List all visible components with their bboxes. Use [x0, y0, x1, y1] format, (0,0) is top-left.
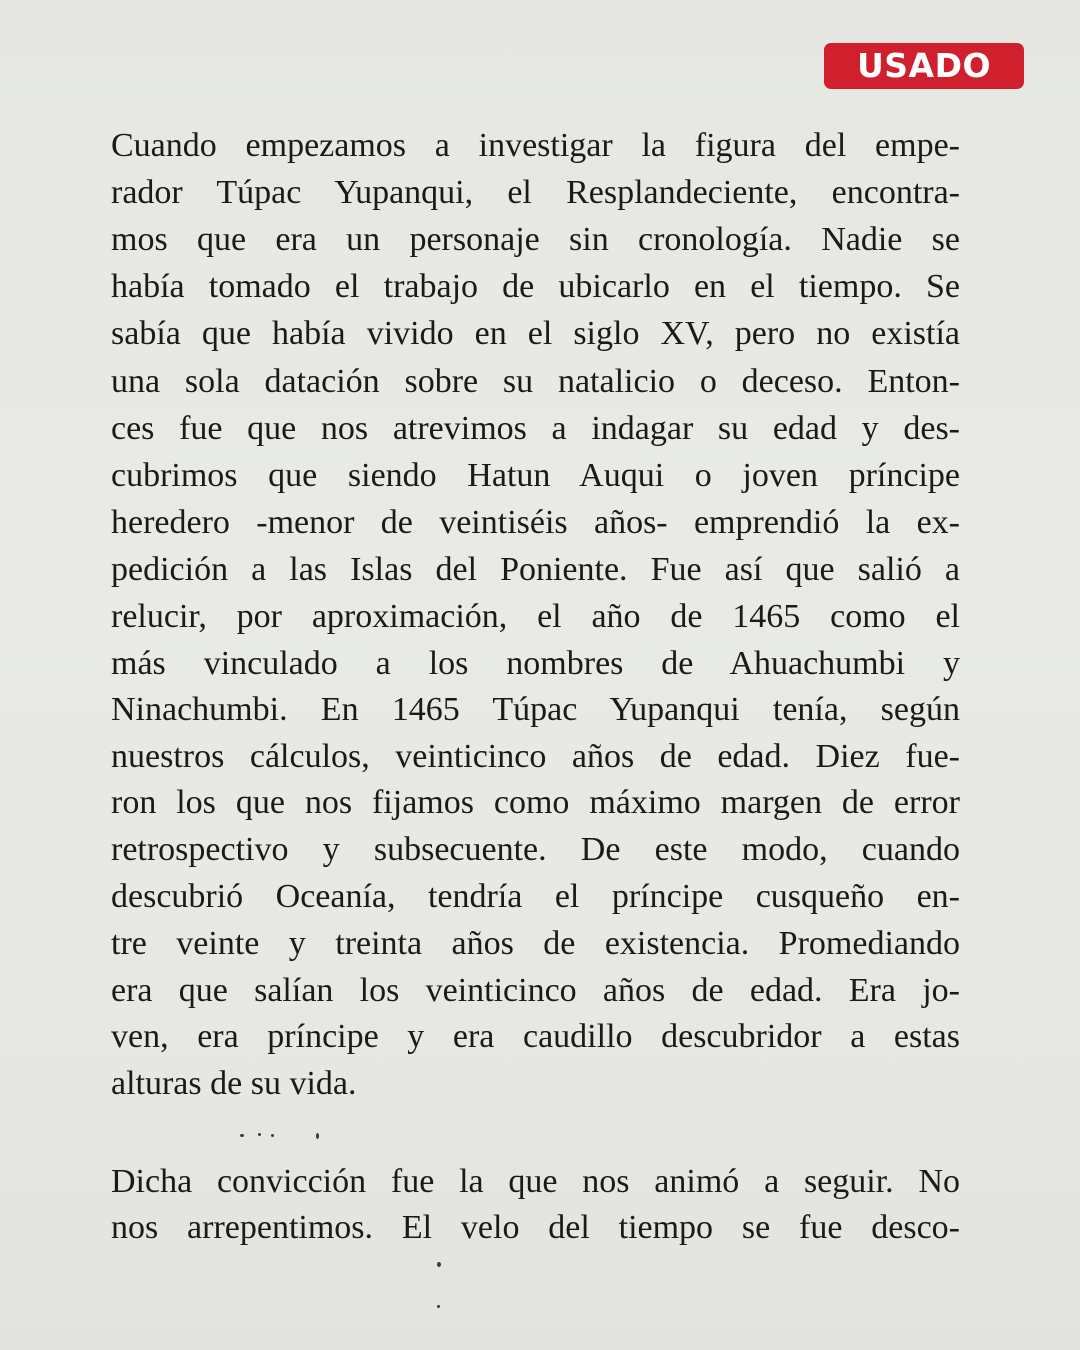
text-line: Cuando empezamos a investigar la figura del empe-	[111, 127, 960, 164]
text-line: mos que era un personaje sin cronología. Nadie se	[111, 221, 960, 258]
text-line: retrospectivo y subsecuente. De este modo, cuando	[111, 831, 960, 868]
text-line: había tomado el trabajo de ubicarlo en el tiempo. Se	[111, 268, 960, 305]
text-line: rador Túpac Yupanqui, el Resplandeciente, encontra-	[111, 174, 960, 211]
text-line: más vinculado a los nombres de Ahuachumbi y	[111, 645, 960, 682]
ink-speck	[316, 1133, 319, 1139]
ink-speck	[258, 1133, 261, 1136]
text-line: alturas de su vida.	[111, 1065, 357, 1102]
text-line: tre veinte y treinta años de existencia. Promediando	[111, 925, 960, 962]
text-line: pedición a las Islas del Poniente. Fue así que salió a	[111, 551, 960, 588]
ink-speck	[437, 1305, 440, 1308]
text-line: Dicha convicción fue la que nos animó a seguir. No	[111, 1163, 960, 1200]
text-line: descubrió Oceanía, tendría el príncipe cusqueño en-	[111, 878, 960, 915]
text-line: relucir, por aproximación, el año de 1465 como el	[111, 598, 960, 635]
ink-speck	[240, 1134, 244, 1137]
text-line: nuestros cálculos, veinticinco años de edad. Diez fue-	[111, 738, 960, 775]
text-line: cubrimos que siendo Hatun Auqui o joven príncipe	[111, 457, 960, 494]
ink-speck	[271, 1134, 274, 1137]
text-line: heredero -menor de veintiséis años- emprendió la ex-	[111, 504, 960, 541]
text-line: era que salían los veinticinco años de edad. Era jo-	[111, 972, 960, 1009]
text-line: una sola datación sobre su natalicio o deceso. Enton-	[111, 363, 960, 400]
text-line: ces fue que nos atrevimos a indagar su edad y des-	[111, 410, 960, 447]
ink-speck	[437, 1262, 441, 1267]
text-line: ven, era príncipe y era caudillo descubridor a estas	[111, 1018, 960, 1055]
text-line: nos arrepentimos. El velo del tiempo se fue desco-	[111, 1209, 960, 1246]
text-line: Ninachumbi. En 1465 Túpac Yupanqui tenía, según	[111, 691, 960, 728]
text-line: ron los que nos fijamos como máximo margen de error	[111, 784, 960, 821]
text-line: sabía que había vivido en el siglo XV, pero no existía	[111, 315, 960, 352]
used-badge: USADO	[824, 43, 1024, 89]
